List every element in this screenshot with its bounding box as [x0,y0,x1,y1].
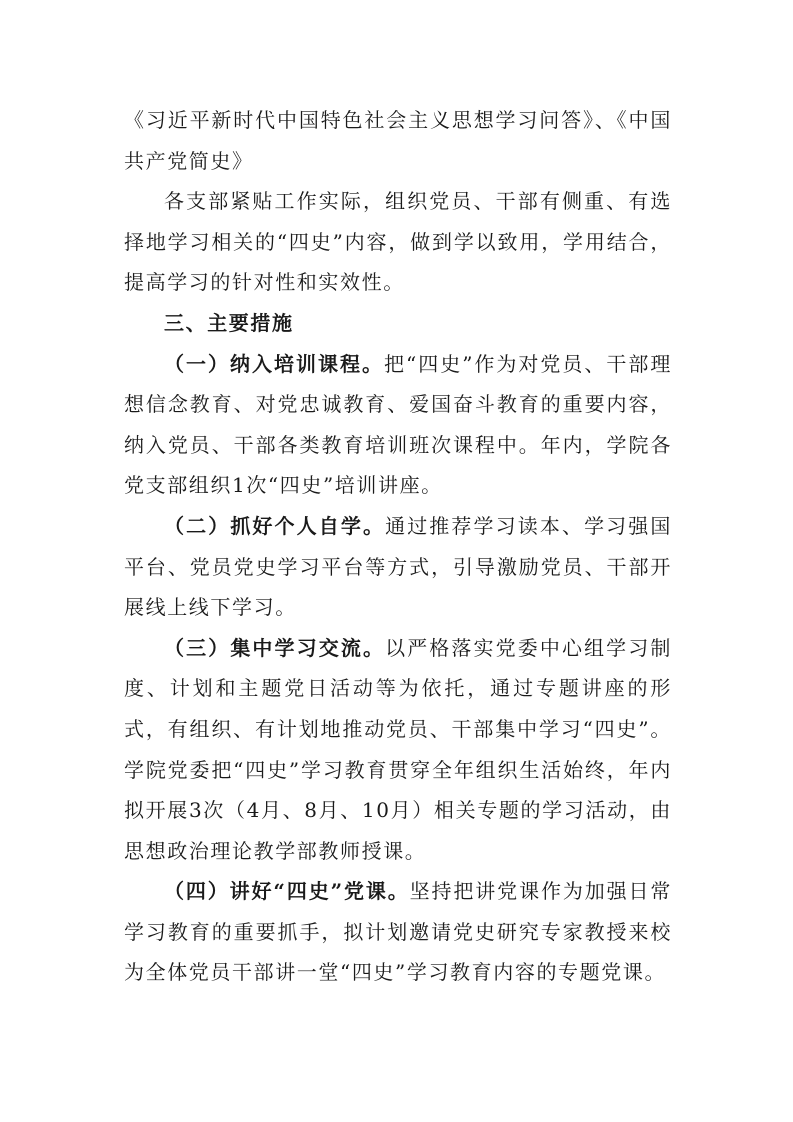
measure-body-4: 坚持把讲党课作为加强日常学习教育的重要抓手，拟计划邀请党史研究专家教授来校为全体党员干部讲一堂“四史”学习教育内容的专题党课。 [124,879,672,985]
measure-body-1: 把“四史”作为对党员、干部理想信念教育、对党忠诚教育、爱国奋斗教育的重要内容，纳入党员、干部各类教育培训班次课程中。年内，学院各党支部组织1次“四史”培训讲座。 [124,351,672,498]
measure-lead-3: （三）集中学习交流。 [164,635,386,660]
measure-paragraph-3 [124,628,672,872]
measure-paragraph-1 [124,344,672,506]
measure-lead-1: （一）纳入培训课程。 [164,351,384,376]
continued-paragraph: 《习近平新时代中国特色社会主义思想学习问答》、《中国共产党简史》 [124,108,672,173]
measure-body-3: 以严格落实党委中心组学习制度、计划和主题党日活动等为依托，通过专题讲座的形式，有组织、有计划地推动党员、干部集中学习“四史”。学院党委把“四史”学习教育贯穿全年组织生活始终，年内拟开展3次（4月、8月、10月）相关专题的学习活动，由思想政治理论教学部教师授课。 [124,635,672,863]
document-page [124,100,672,993]
measure-lead-2: （二）抓好个人自学。 [164,513,386,538]
measure-paragraph-2 [124,506,672,628]
study-content-paragraph: 各支部紧贴工作实际，组织党员、干部有侧重、有选择地学习相关的“四史”内容，做到学以致用，学用结合，提高学习的针对性和实效性。 [124,189,672,295]
measure-paragraph-4 [124,871,672,993]
section-heading: 三、主要措施 [164,310,294,335]
measure-lead-4: （四）讲好“四史”党课。 [164,879,410,904]
measure-body-2: 通过推荐学习读本、学习强国平台、党员党史学习平台等方式，引导激励党员、干部开展线上线下学习。 [124,513,672,620]
